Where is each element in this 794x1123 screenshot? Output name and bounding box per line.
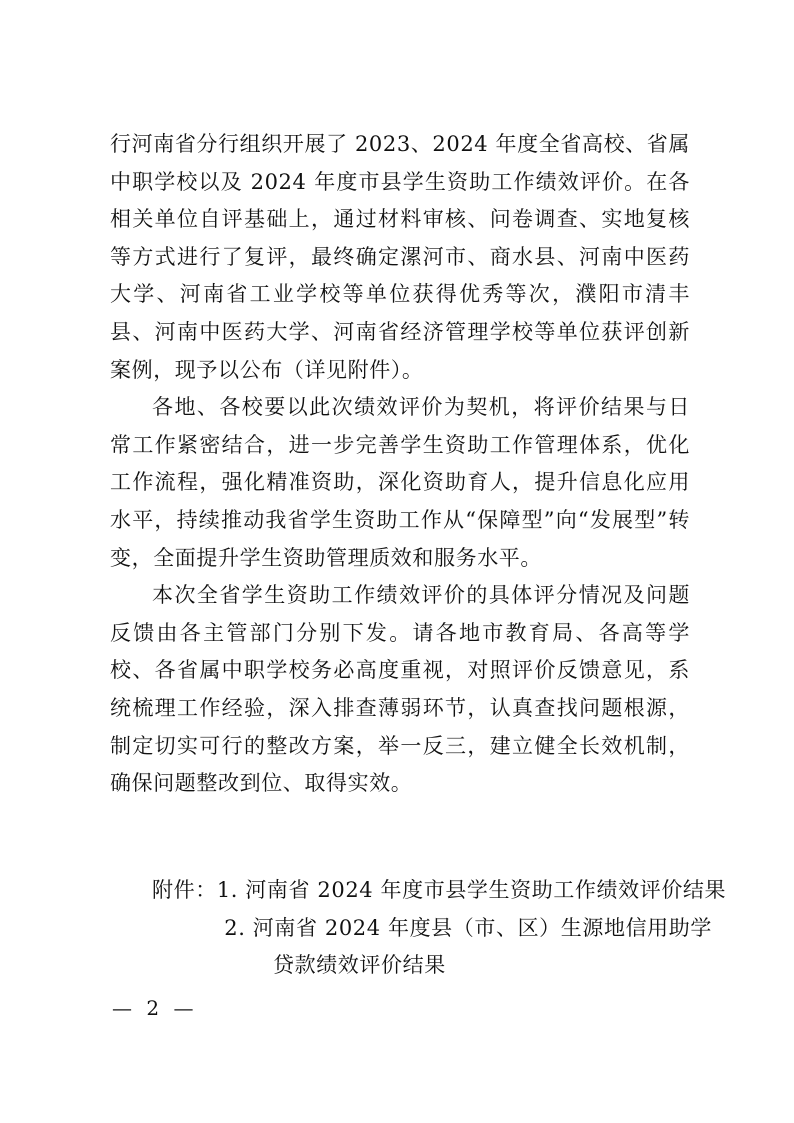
paragraph-evaluation-opportunity: 各地、各校要以此次绩效评价为契机，将评价结果与日常工作紧密结合，进一步完善学生资助工作管理体系，优化工作流程，强化精准资助，深化资助育人，提升信息化应用水平，持续推动我省学生资助工作从“保障型”向“发展型”转变，全面提升学生资助管理质效和服务水平。 <box>110 395 690 570</box>
paragraph-continuation: 行河南省分行组织开展了 2023、2024 年度全省高校、省属中职学校以及 2024 年度市县学生资助工作绩效评价。在各相关单位自评基础上，通过材料审核、问卷调查、实地复核等方式进行了复评，最终确定漯河市、商水县、河南中医药大学、河南省工业学校等单位获得优秀等次，濮阳市清丰县、河南中医药大学、河南省经济管理学校等单位获评创新案例，现予以公布（详见附件）。 <box>110 132 690 382</box>
attachment-row-2 <box>152 910 712 948</box>
attachment-row-1 <box>152 872 727 910</box>
attachment-item-1: 1. 河南省 2024 年度市县学生资助工作绩效评价结果 <box>216 878 727 902</box>
attachment-item-2-line-2: 贷款绩效评价结果 <box>273 953 446 978</box>
attachments-label: 附件： <box>152 878 217 902</box>
paragraph-feedback-rectification: 本次全省学生资助工作绩效评价的具体评分情况及问题反馈由各主管部门分别下发。请各地市教育局、各高等学校、各省属中职学校务必高度重视，对照评价反馈意见，系统梳理工作经验，深入排查薄弱环节，认真查找问题根源，制定切实可行的整改方案，举一反三，建立健全长效机制，确保问题整改到位、取得实效。 <box>110 583 690 796</box>
document-body <box>110 126 690 803</box>
attachment-item-2-line-1: 2. 河南省 2024 年度县（市、区）生源地信用助学 <box>224 915 712 940</box>
page-number: — 2 — <box>112 996 198 1020</box>
attachments-section <box>152 872 727 985</box>
